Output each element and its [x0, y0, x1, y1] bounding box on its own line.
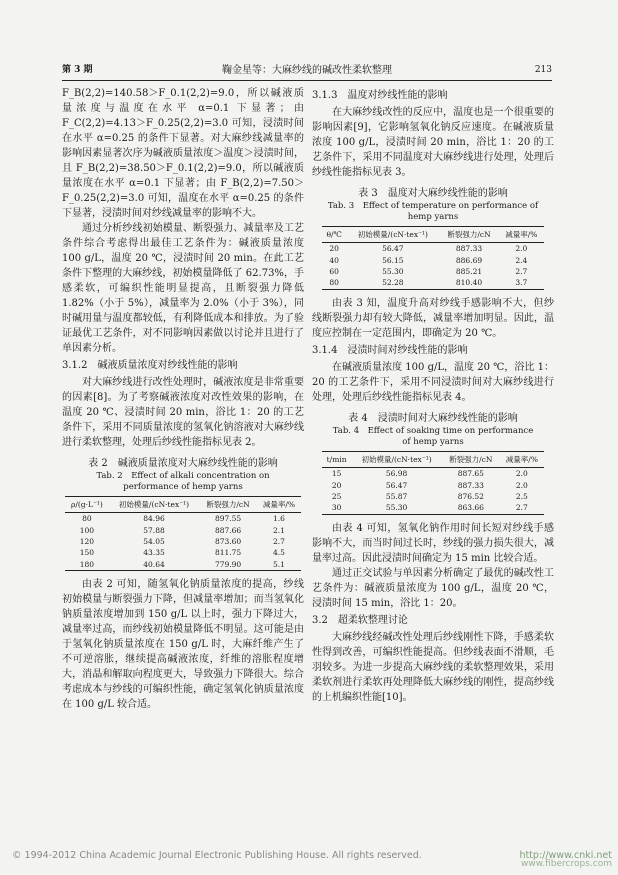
table4-caption-en: Tab. 4 Effect of soaking time on performance of hemp yarns	[332, 425, 534, 448]
table-row: 25 55.87 876.52 2.5	[331, 491, 528, 501]
cnki-link[interactable]: http://www.cnki.net	[519, 850, 612, 861]
page-number: 213	[534, 65, 552, 75]
paragraph-alkali-discussion: 由表 2 可知，随氢氧化钠质量浓度的提高，纱线初始模量与断裂强力下降，但减量率增加；而当氢氧化钠质量浓度增加到 150 g/L 以上时，强力下降过大，减量率过高，而纱线初始模量降低不明显。这可能是由于氢氧化钠质量浓度在 150 g/L 时，大麻纤维产生了不可逆溶胀，继续提高碱液浓度，纤维的溶胀程度增大，消晶和解取向程度更大，导致强力下降很大。综合考虑成本与纱线的可编织性能，确定氢氧化钠质量浓度在 100 g/L 较合适。	[62, 579, 304, 711]
table-row: 100 57.88 887.66 2.1	[79, 525, 285, 535]
table-header: 减量率/%	[500, 451, 544, 467]
section-heading-3-1-3: 3.1.3 温度对纱线性能的影响	[312, 90, 448, 101]
paragraph-f-test: F_B(2,2)=140.58＞F_0.1(2,2)=9.0，所以碱液质量浓度与温度在水平 α=0.1 下显著；由 F_C(2,2)=4.13＞F_0.25(2,2)=3.0 可知，浸渍时间在水平 α=0.25 的条件下显著。对大麻纱线减量率的影响因素显著次序为碱液质量浓度＞温度＞浸渍时间，且 F_B(2,2)=38.50＞F_0.1(2,2)=9.0，所以碱液质量浓度在水平 α=0.1 下显著；由 F_B(2,2)=7.50＞F_0.25(2,2)=3.0 可知，温度在水平 α=0.25 的条件下显著，浸渍时间对纱线减量率的影响不大。	[62, 88, 304, 219]
table3	[322, 226, 544, 290]
table-row: 120 54.05 873.60 2.7	[79, 537, 285, 547]
copyright-text: © 1994-2012 China Academic Journal Electronic Publishing House. All rights reserved.	[12, 850, 422, 861]
table-row: 20 56.47 887.33 2.0	[329, 244, 528, 254]
right-column	[312, 86, 554, 705]
section-heading-3-1-2: 3.1.2 碱液质量浓度对纱线性能的影响	[62, 360, 238, 371]
table4	[322, 451, 544, 515]
running-header	[62, 62, 552, 81]
table-row: 80 52.28 810.40 3.7	[322, 277, 544, 289]
table2-caption-en: Tab. 2 Effect of alkali concentration on performance of hemp yarns	[96, 471, 270, 493]
table-header: θ/℃	[322, 226, 346, 242]
section-heading-3-2: 3.2 超柔软整理讨论	[312, 614, 408, 626]
table-row: 20 56.47 887.33 2.0	[331, 480, 528, 490]
paragraph-temperature-discussion: 由表 3 知，温度升高对纱线手感影响不大，但纱线断裂强力却有较大降低，减量率增加明显。因此，温度应控制在一定范围内，即确定为 20 ℃。	[312, 297, 554, 339]
table4-caption: 表 4 浸渍时间对大麻纱线性能的影响	[348, 412, 518, 424]
paragraph-alkali-intro: 对大麻纱线进行改性处理时，碱液浓度是非常重要的因素[8]。为了考察碱液浓度对改性效果的影响，在温度 20 ℃、浸渍时间 20 min，浴比 1：20 的工艺条件下，采用不同质量浓度的氢氧化钠溶液对大麻纱线进行柔软整理，处理后纱线性能指标见表 2。	[62, 377, 304, 448]
table-row: 150 43.35 811.75 4.5	[79, 548, 285, 558]
paragraph-time-discussion: 由表 4 可知，氢氧化钠作用时间长短对纱线手感影响不大，而当时间过长时，纱线的强力损失很大，减量率过高。因此浸渍时间确定为 15 min 比较合适。	[312, 522, 554, 564]
table-row: 15 56.98 887.65 2.0	[331, 469, 528, 479]
table2-caption: 表 2 碱液质量浓度对大麻纱线性能的影响	[88, 458, 278, 469]
table-header: 断裂强力/cN	[439, 226, 498, 242]
table3-caption: 表 3 温度对大麻纱线性能的影响	[358, 188, 508, 199]
table-header: 断裂强力/cN	[442, 451, 500, 467]
table-row: 60 55.30 885.21 2.7	[329, 267, 528, 277]
table-header: ρ/(g·L⁻¹)	[65, 496, 109, 512]
table-header: 减量率/%	[499, 226, 544, 242]
table-header: t/min	[322, 451, 351, 467]
header-title: 鞠金星等：大麻纱线的碱改性柔软整理	[222, 65, 392, 76]
table2	[65, 496, 301, 571]
table-header: 初始模量/(cN·tex⁻¹)	[351, 451, 442, 467]
issue-label: 第 3 期	[62, 65, 93, 75]
paragraph-optimal-conditions: 通过分析纱线初始模量、断裂强力、减量率及工艺条件综合考虑得出最佳工艺条件为：碱液质量浓度 100 g/L，温度 20 ℃，浸渍时间 20 min。在此工艺条件下整理的大麻纱线，初始模量降低了 62.73%，手感柔软，可编织性能明显提高，且断裂强力降低 1.82%（小于 5%），减量率为 2.0%（小于 3%），同时碱用量与温度都较低，有利降低成本和排放。为了验证最优工艺条件，对不同影响因素做以讨论并且进行了单因素分析。	[62, 223, 304, 354]
left-column	[62, 86, 304, 712]
table-row: 80 84.96 897.55 1.6	[82, 514, 285, 524]
table-row: 30 55.30 863.66 2.7	[322, 502, 544, 514]
paragraph-optimal-summary: 通过正交试验与单因素分析确定了最优的碱改性工艺条件为：碱液质量浓度为 100 g/L，温度 20 ℃，浸渍时间 15 min，浴比 1：20。	[312, 567, 554, 609]
table-header: 断裂强力/cN	[199, 496, 257, 512]
section-heading-3-1-4: 3.1.4 浸渍时间对纱线性能的影响	[312, 344, 468, 356]
table-header: 初始模量/(cN·tex⁻¹)	[346, 226, 439, 242]
table-row: 40 56.15 886.69 2.4	[329, 255, 528, 265]
paragraph-softening: 大麻纱线经碱改性处理后纱线刚性下降，手感柔软性得到改善，可编织性能提高。但纱线表面不滑顺，毛羽较多。为进一步提高大麻纱线的柔软整理效果，采用柔软剂进行柔软再处理降低大麻纱线的刚性，提高纱线的上机编织性能[10]。	[312, 631, 554, 703]
paragraph-time-intro: 在碱液质量浓度 100 g/L，温度 20 ℃，浴比 1：20 的工艺条件下，采用不同浸渍时间对大麻纱线进行处理，处理后纱线性能指标见表 4。	[312, 361, 554, 403]
table-header: 减量率/%	[257, 496, 301, 512]
table-row: 180 40.64 779.90 5.1	[65, 559, 301, 571]
table3-caption-en: Tab. 3 Effect of temperature on performance of hemp yarns	[327, 201, 539, 223]
table-header: 初始模量/(cN·tex⁻¹)	[109, 496, 199, 512]
watermark: www.fibercrops.com	[521, 859, 612, 869]
paragraph-temperature-intro: 在大麻纱线改性的反应中，温度也是一个很重要的影响因素[9]，它影响氢氧化钠反应速度。在碱液质量浓度 100 g/L，浸渍时间 20 min，浴比 1：20 的工艺条件下，采用不同温度对大麻纱线进行处理，处理后纱线性能指标见表 3。	[312, 107, 554, 178]
